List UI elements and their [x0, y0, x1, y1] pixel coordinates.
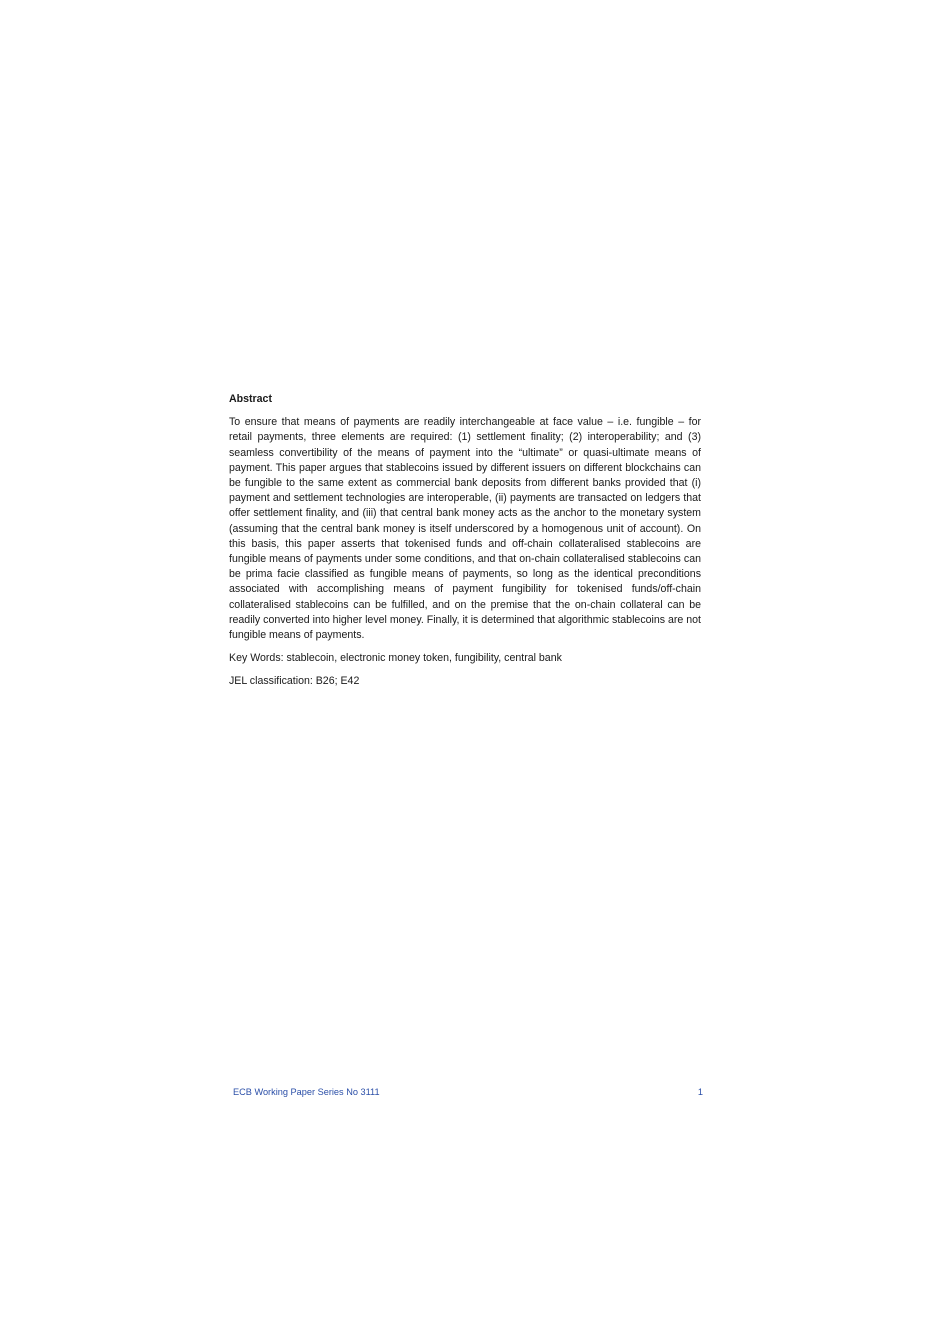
jel-classification: JEL classification: B26; E42 [229, 675, 360, 688]
series-title: ECB Working Paper Series No 3111 [233, 1087, 380, 1097]
page-number: 1 [697, 1087, 703, 1097]
abstract-heading: Abstract [229, 393, 272, 405]
key-words: Key Words: stablecoin, electronic money token, fungibility, central bank [229, 652, 562, 665]
abstract-body: To ensure that means of payments are readily interchangeable at face value – i.e. fungible – for retail payments, three elements are required: (1) settlement finality; (2) interoperability; and (3) seamless convertibility of the means of payment into the “ultimate” or quasi-ultimate means of payment. This paper argues that stablecoins issued by different issuers on different blockchains can be fungible to the same extent as commercial bank deposits from different banks provided that (i) payment and settlement technologies are interoperable, (ii) payments are transacted on ledgers that offer settlement finality, and (iii) that central bank money acts as the anchor to the monetary system (assuming that the central bank money is itself underscored by a homogenous unit of account). On this basis, this paper asserts that tokenised funds and off-chain collateralised stablecoins are fungible means of payments under some conditions, and that on-chain collateralised stablecoins can be prima facie classified as fungible means of payments, so long as the identical preconditions associated with accomplishing means of payment fungibility for tokenised funds/off-chain collateralised stablecoins can be fulfilled, and on the premise that the on-chain collateral can be readily converted into higher level money. Finally, it is determined that algorithmic stablecoins are not fungible means of payments. [229, 416, 701, 642]
abstract-section [229, 392, 701, 690]
